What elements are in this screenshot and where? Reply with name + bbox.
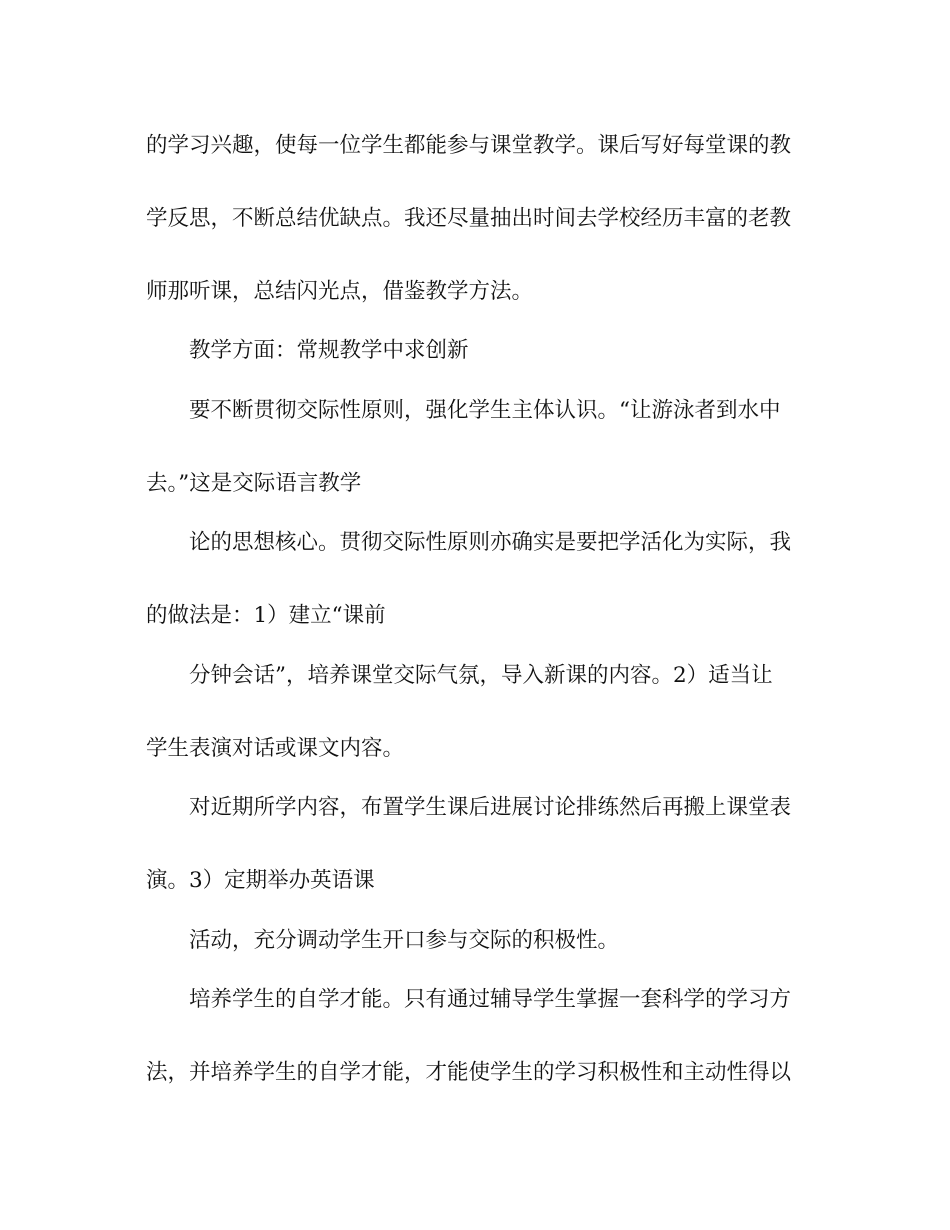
text-line: 活动，充分调动学生开口参与交际的积极性。 [189, 928, 620, 953]
text-line: 法，并培养学生的自学才能，才能使学生的学习积极性和主动性得以 [146, 1060, 792, 1085]
text-line: 演。3）定期举办英语课 [146, 868, 375, 893]
section-heading: 教学方面：常规教学中求创新 [189, 338, 469, 363]
text-line: 学生表演对话或课文内容。 [146, 736, 405, 761]
text-line: 要不断贯彻交际性原则，强化学生主体认识。“让游泳者到水中 [189, 398, 781, 423]
text-line: 的学习兴趣，使每一位学生都能参与课堂教学。课后写好每堂课的教 [146, 133, 792, 158]
text-line: 培养学生的自学才能。只有通过辅导学生掌握一套科学的学习方 [189, 987, 792, 1012]
text-line: 学反思，不断总结优缺点。我还尽量抽出时间去学校经历丰富的老教 [146, 206, 792, 231]
text-line: 的做法是：1）建立“课前 [146, 603, 386, 628]
text-line: 分钟会话”，培养课堂交际气氛，导入新课的内容。2）适当让 [189, 663, 773, 688]
text-line: 去。”这是交际语言教学 [146, 471, 362, 496]
text-line: 对近期所学内容，布置学生课后进展讨论排练然后再搬上课堂表 [189, 795, 792, 820]
text-line: 论的思想核心。贯彻交际性原则亦确实是要把学活化为实际，我 [189, 530, 792, 555]
text-line: 师那听课，总结闪光点，借鉴教学方法。 [146, 279, 534, 304]
